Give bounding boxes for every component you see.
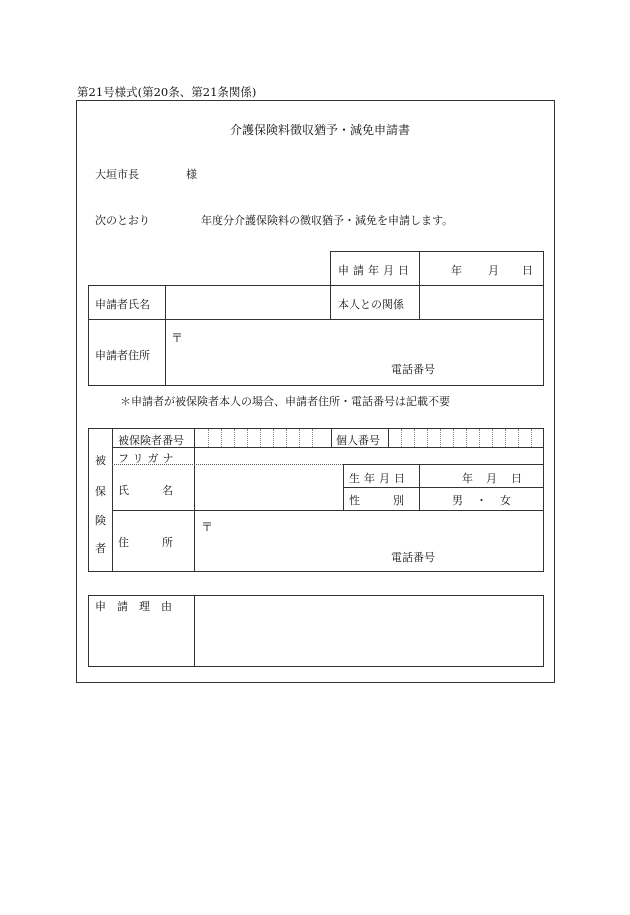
insured-side-label-4: 者 (95, 542, 106, 555)
insured-number-field[interactable] (195, 429, 330, 446)
insured-number-label: 被保険者番号 (118, 434, 184, 447)
note: ＊申請者が被保険者本人の場合、申請者住所・電話番号は記載不要 (120, 395, 450, 408)
furigana-field[interactable] (195, 448, 342, 463)
application-date-label: 申請年月日 (338, 264, 413, 277)
sex-male-option[interactable]: 男 (452, 494, 463, 507)
insured-address-field[interactable] (195, 511, 543, 571)
birth-month-label: 月 (486, 472, 497, 485)
birth-date-field[interactable] (420, 465, 543, 486)
intro-prefix: 次のとおり (95, 214, 150, 227)
applicant-address-field[interactable] (166, 320, 543, 385)
fiscal-year-field[interactable] (156, 208, 198, 226)
furigana-label: フリガナ (118, 452, 178, 465)
applicant-postal-mark: 〒 (171, 331, 184, 345)
birth-year-label: 年 (462, 472, 473, 485)
relation-field[interactable] (420, 286, 543, 319)
date-year-label: 年 (451, 264, 462, 277)
personal-number-label: 個人番号 (336, 434, 380, 447)
sex-label: 性 別 (349, 494, 404, 507)
birth-day-label: 日 (511, 472, 522, 485)
insured-side-label-3: 険 (95, 514, 106, 527)
reason-label: 申 請 理 由 (95, 600, 172, 613)
insured-name-field[interactable] (195, 465, 342, 509)
relation-label: 本人との関係 (338, 298, 404, 311)
addressee-honorific: 様 (186, 168, 197, 181)
insured-postal-mark: 〒 (201, 520, 214, 534)
form-title: 介護保険料徴収猶予・減免申請書 (230, 123, 411, 137)
insured-name-label: 氏 名 (118, 484, 173, 497)
sex-female-option[interactable]: 女 (500, 494, 511, 507)
reason-field[interactable] (195, 596, 543, 666)
intro-text: 年度分介護保険料の徴収猶予・減免を申請します。 (201, 214, 454, 227)
birth-date-label: 生年月日 (349, 472, 409, 485)
date-month-label: 月 (488, 264, 499, 277)
insured-side-label-2: 保 (95, 485, 106, 498)
insured-phone-label: 電話番号 (391, 551, 435, 564)
applicant-name-field[interactable] (166, 286, 329, 319)
form-number: 第21号様式(第20条、第21条関係) (77, 85, 257, 99)
insured-side-label-1: 被 (95, 454, 106, 467)
applicant-address-label: 申請者住所 (95, 349, 150, 362)
date-day-label: 日 (522, 264, 533, 277)
addressee-city: 大垣市長 (95, 168, 139, 181)
insured-address-label: 住 所 (118, 536, 173, 549)
applicant-phone-label: 電話番号 (391, 363, 435, 376)
applicant-name-label: 申請者氏名 (95, 298, 150, 311)
sex-separator: ・ (476, 494, 487, 507)
